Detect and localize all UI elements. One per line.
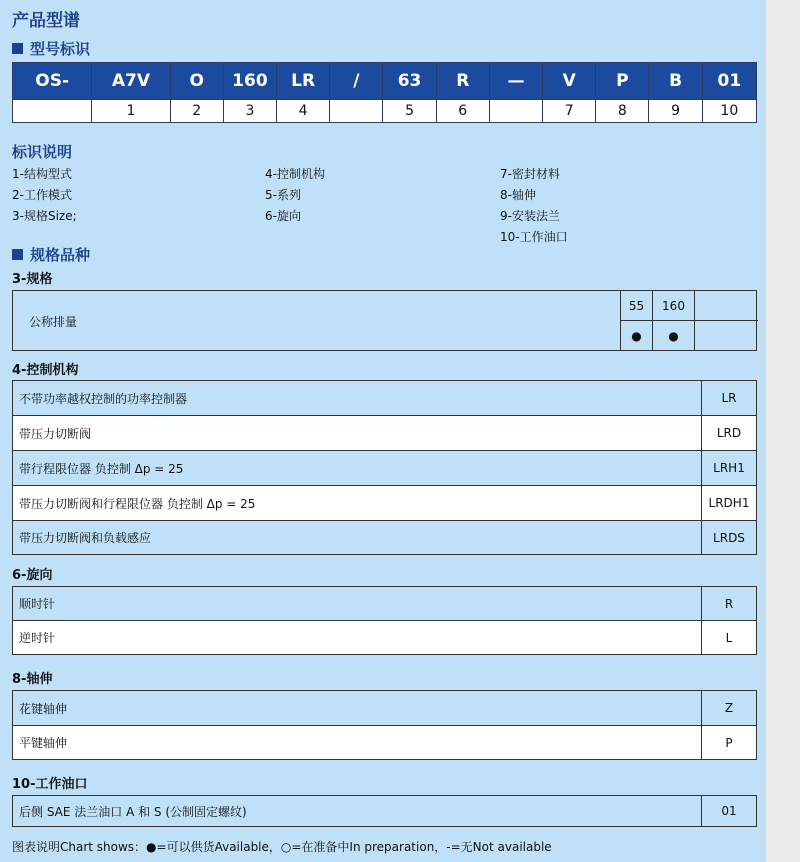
legend-column-3 bbox=[500, 164, 568, 248]
legend-item: 6-旋向 bbox=[265, 209, 301, 223]
legend-item: 7-密封材料 bbox=[500, 167, 560, 181]
row-code: LRDS bbox=[701, 521, 756, 554]
index-cell: 5 bbox=[383, 100, 436, 123]
legend-column-1 bbox=[12, 164, 77, 227]
size-value: 55 bbox=[621, 291, 653, 321]
index-cell bbox=[489, 100, 542, 123]
code-cell: — bbox=[489, 63, 542, 100]
size-mark bbox=[695, 321, 758, 350]
index-cell bbox=[13, 100, 92, 123]
section-specs-label: 规格品种 bbox=[30, 246, 91, 264]
index-cell: 3 bbox=[223, 100, 276, 123]
code-cell: LR bbox=[277, 63, 330, 100]
legend-heading: 标识说明 bbox=[12, 143, 73, 161]
legend-item: 4-控制机构 bbox=[265, 167, 325, 181]
index-cell: 9 bbox=[649, 100, 702, 123]
index-cell: 4 bbox=[277, 100, 330, 123]
row-label: 逆时针 bbox=[19, 631, 56, 645]
row-code: LR bbox=[701, 381, 756, 415]
row-label: 不带功率越权控制的功率控制器 bbox=[19, 391, 188, 406]
model-code-table bbox=[12, 62, 757, 123]
row-label: 顺时针 bbox=[19, 597, 56, 611]
table-row bbox=[13, 726, 756, 759]
legend-item: 2-工作模式 bbox=[12, 188, 72, 202]
port-table bbox=[12, 795, 757, 827]
table-row bbox=[13, 486, 756, 521]
code-cell: B bbox=[649, 63, 702, 100]
control-heading: 4-控制机构 bbox=[12, 363, 79, 378]
row-label: 花键轴伸 bbox=[19, 701, 68, 716]
row-label: 带压力切断阀 bbox=[19, 426, 92, 441]
shaft-table bbox=[12, 690, 757, 760]
row-code: R bbox=[701, 587, 756, 620]
row-label: 带压力切断阀和行程限位器 负控制 Δp = 25 bbox=[19, 496, 256, 511]
row-code: L bbox=[701, 621, 756, 654]
legend-item: 10-工作油口 bbox=[500, 230, 568, 244]
row-code: LRD bbox=[701, 416, 756, 450]
code-cell: A7V bbox=[92, 63, 170, 100]
square-bullet-icon bbox=[12, 249, 23, 260]
legend-item: 8-轴伸 bbox=[500, 188, 536, 202]
section-specs-heading bbox=[12, 244, 90, 265]
page-margin bbox=[766, 0, 800, 862]
index-cell: 2 bbox=[170, 100, 223, 123]
size-label: 公称排量 bbox=[29, 315, 78, 329]
table-row bbox=[13, 587, 756, 621]
table-row bbox=[13, 451, 756, 486]
table-row bbox=[13, 796, 756, 826]
code-cell: / bbox=[330, 63, 383, 100]
section-model-heading bbox=[12, 38, 90, 59]
row-label: 平键轴伸 bbox=[19, 736, 68, 750]
index-cell bbox=[330, 100, 383, 123]
index-cell: 10 bbox=[702, 100, 756, 123]
table-row bbox=[13, 621, 756, 654]
chart-legend-footnote: 图表说明Chart shows：●=可以供货Available，○=在准备中In preparation，-=无Not available bbox=[12, 840, 552, 854]
code-cell: OS- bbox=[13, 63, 92, 100]
page-title: 产品型谱 bbox=[12, 11, 80, 31]
legend-item: 9-安装法兰 bbox=[500, 209, 560, 223]
table-row bbox=[13, 691, 756, 726]
index-cell: 1 bbox=[92, 100, 170, 123]
legend-item: 3-规格Size; bbox=[12, 209, 77, 223]
size-heading: 3-规格 bbox=[12, 272, 53, 287]
model-code-row bbox=[13, 63, 757, 100]
row-code: LRH1 bbox=[701, 451, 756, 485]
square-bullet-icon bbox=[12, 43, 23, 54]
index-cell: 6 bbox=[436, 100, 489, 123]
code-cell: R bbox=[436, 63, 489, 100]
rotation-table bbox=[12, 586, 757, 655]
code-cell: V bbox=[543, 63, 596, 100]
row-label: 带压力切断阀和负载感应 bbox=[19, 531, 152, 545]
legend-item: 1-结构型式 bbox=[12, 167, 72, 181]
size-values-grid bbox=[620, 291, 758, 350]
code-cell: P bbox=[596, 63, 649, 100]
row-label: 带行程限位器 负控制 Δp = 25 bbox=[19, 461, 184, 476]
model-index-row bbox=[13, 100, 757, 123]
shaft-heading: 8-轴伸 bbox=[12, 672, 53, 687]
index-cell: 7 bbox=[543, 100, 596, 123]
size-value bbox=[695, 291, 758, 321]
table-row bbox=[13, 416, 756, 451]
section-model-label: 型号标识 bbox=[30, 40, 91, 58]
code-cell: 63 bbox=[383, 63, 436, 100]
code-cell: 01 bbox=[702, 63, 756, 100]
index-cell: 8 bbox=[596, 100, 649, 123]
availability-dot-icon: ● bbox=[621, 321, 653, 350]
row-label: 后侧 SAE 法兰油口 A 和 S (公制固定螺纹) bbox=[19, 804, 247, 819]
code-cell: 160 bbox=[223, 63, 276, 100]
legend-item: 5-系列 bbox=[265, 188, 301, 202]
table-row bbox=[13, 381, 756, 416]
row-code: P bbox=[701, 726, 756, 759]
rotation-heading: 6-旋向 bbox=[12, 568, 53, 583]
row-code: LRDH1 bbox=[701, 486, 756, 520]
table-row bbox=[13, 521, 756, 554]
size-table bbox=[12, 290, 757, 351]
availability-dot-icon: ● bbox=[653, 321, 695, 350]
code-cell: O bbox=[170, 63, 223, 100]
row-code: Z bbox=[701, 691, 756, 725]
size-value: 160 bbox=[653, 291, 695, 321]
port-heading: 10-工作油口 bbox=[12, 777, 88, 792]
row-code: 01 bbox=[701, 796, 756, 826]
control-table bbox=[12, 380, 757, 555]
legend-column-2 bbox=[265, 164, 325, 227]
